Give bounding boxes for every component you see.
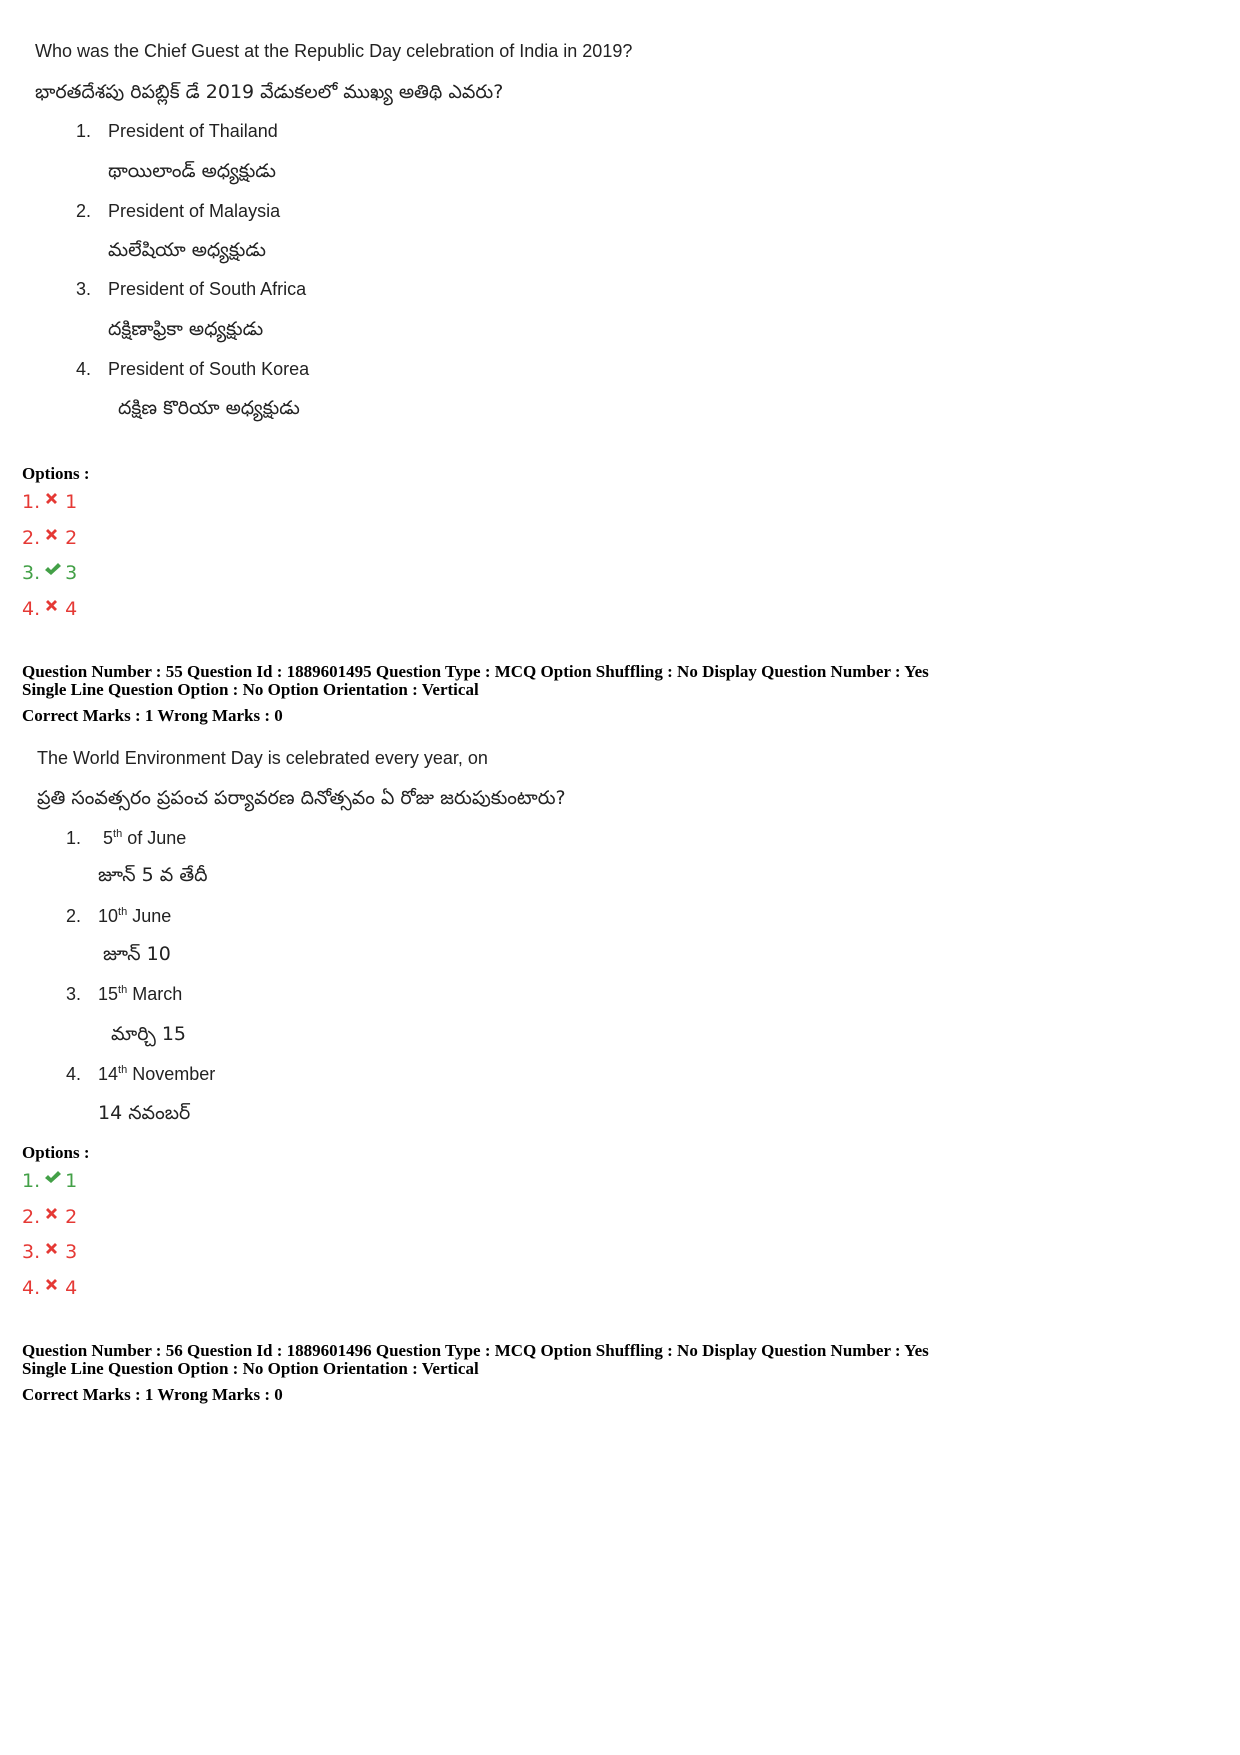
answer-number: 1.	[22, 1170, 41, 1192]
cross-icon	[44, 489, 59, 504]
question-meta: Question Number : 56 Question Id : 1889601496 Question Type : MCQ Option Shuffling : No Display Question Number : Yes	[22, 1341, 929, 1360]
choice-text-en: President of South Africa	[108, 279, 307, 299]
choice-text-te: దక్షిణ కొరియా అధ్యక్షుడు	[118, 397, 300, 419]
answer-number: 4.	[22, 598, 41, 620]
options-label: Options :	[22, 1143, 90, 1162]
choice-text-te: జూన్ 10	[103, 943, 171, 965]
answer-option	[22, 1241, 77, 1263]
answer-value: 3	[65, 562, 78, 584]
question-text-te: భారతదేశపు రిపబ్లిక్ డే 2019 వేడుకలలో ముఖ్య అతిథి ఎవరు?	[35, 81, 504, 103]
choice-text-te: 14 నవంబర్	[98, 1102, 191, 1124]
answer-number: 2.	[22, 1206, 41, 1228]
choice-text-en: 14th November	[98, 1064, 216, 1084]
answer-value: 2	[65, 1206, 78, 1228]
cross-icon	[44, 1275, 59, 1290]
answer-number: 3.	[22, 1241, 41, 1263]
answer-option	[22, 1170, 77, 1192]
question-meta-2: Single Line Question Option : No Option Orientation : Vertical	[22, 1359, 479, 1378]
choice-text-en: President of Thailand	[108, 121, 278, 141]
choice-text-te: దక్షిణాఫ్రికా అధ్యక్షుడు	[108, 318, 264, 340]
answer-value: 1	[65, 491, 78, 513]
choice-number: 3.	[66, 984, 82, 1004]
question-text-en: The World Environment Day is celebrated every year, on	[37, 748, 488, 768]
answer-number: 2.	[22, 527, 41, 549]
answer-option	[22, 598, 77, 620]
answer-number: 3.	[22, 562, 41, 584]
answer-value: 4	[65, 1277, 78, 1299]
choice-number: 2.	[66, 906, 82, 926]
answer-number: 4.	[22, 1277, 41, 1299]
choice-text-en: 5th of June	[103, 828, 187, 848]
answer-option	[22, 1277, 77, 1299]
choice-text-en: 15th March	[98, 984, 183, 1004]
cross-icon	[44, 1239, 59, 1254]
choice-number: 1.	[66, 828, 82, 848]
answer-value: 2	[65, 527, 78, 549]
answer-option	[22, 1206, 77, 1228]
choice-text-te: మార్చి 15	[111, 1023, 187, 1045]
options-label: Options :	[22, 464, 90, 483]
choice-number: 3.	[76, 279, 92, 299]
choice-text-te: జూన్ 5 వ తేదీ	[98, 864, 208, 886]
choice-number: 2.	[76, 201, 92, 221]
cross-icon	[44, 596, 59, 611]
question-text-te: ప్రతి సంవత్సరం ప్రపంచ పర్యావరణ దినోత్సవం ఏ రోజు జరుపుకుంటారు?	[37, 787, 566, 809]
choice-number: 4.	[66, 1064, 82, 1084]
answer-value: 4	[65, 598, 78, 620]
choice-text-en: President of South Korea	[108, 359, 310, 379]
check-icon	[44, 1168, 59, 1183]
cross-icon	[44, 525, 59, 540]
answer-number: 1.	[22, 491, 41, 513]
answer-option	[22, 527, 77, 549]
answer-value: 3	[65, 1241, 78, 1263]
choice-text-te: థాయిలాండ్ అధ్యక్షుడు	[108, 160, 276, 182]
choice-number: 1.	[76, 121, 92, 141]
choice-text-en: President of Malaysia	[108, 201, 281, 221]
question-marks: Correct Marks : 1 Wrong Marks : 0	[22, 1385, 283, 1404]
question-text-en: Who was the Chief Guest at the Republic Day celebration of India in 2019?	[35, 41, 633, 61]
answer-option	[22, 491, 77, 513]
question-meta: Question Number : 55 Question Id : 1889601495 Question Type : MCQ Option Shuffling : No Display Question Number : Yes	[22, 662, 929, 681]
answer-option	[22, 562, 77, 584]
question-meta-2: Single Line Question Option : No Option Orientation : Vertical	[22, 680, 479, 699]
question-marks: Correct Marks : 1 Wrong Marks : 0	[22, 706, 283, 725]
check-icon	[44, 560, 59, 575]
choice-text-te: మలేషియా అధ్యక్షుడు	[108, 239, 267, 261]
choice-number: 4.	[76, 359, 92, 379]
choice-text-en: 10th June	[98, 906, 172, 926]
answer-value: 1	[65, 1170, 78, 1192]
cross-icon	[44, 1204, 59, 1219]
